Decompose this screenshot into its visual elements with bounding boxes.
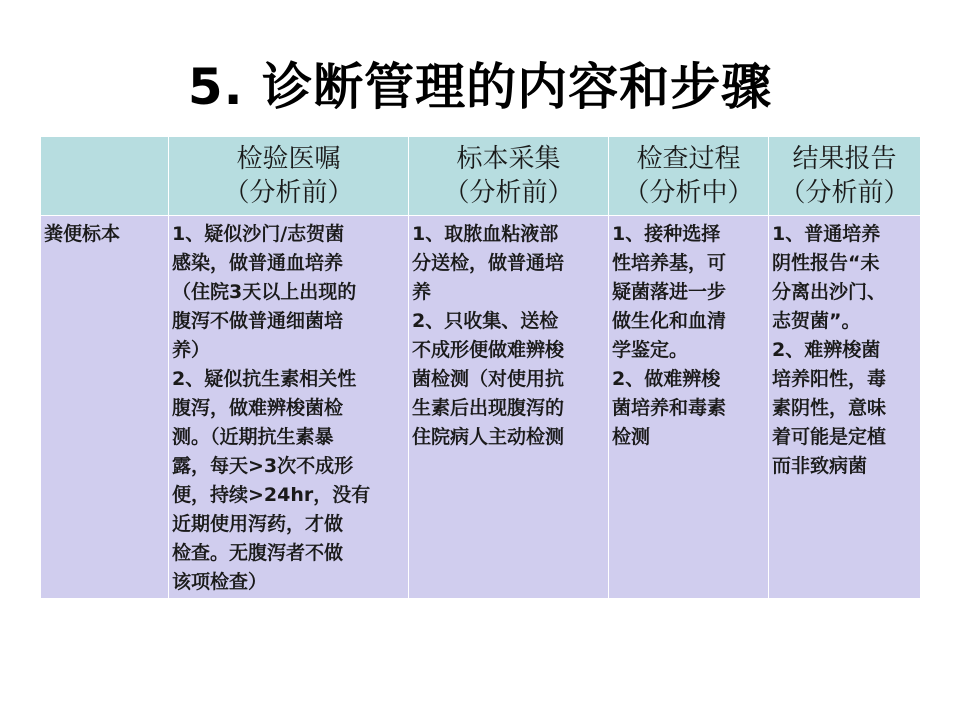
collection-line: 1、取脓血粘液部: [412, 223, 559, 245]
header-line1: 结果报告: [792, 144, 897, 174]
collection-line: 养: [412, 281, 432, 303]
order-line: （住院3天以上出现的: [172, 281, 357, 303]
collection-cell: [409, 216, 609, 599]
report-line: 分离出沙门、: [772, 281, 887, 303]
collection-line: 分送检，做普通培: [412, 252, 565, 274]
report-line: 志贺菌”。: [772, 310, 861, 332]
collection-line: 不成形便做难辨梭: [412, 339, 565, 361]
process-line: 疑菌落进一步: [612, 281, 727, 303]
collection-line: 住院病人主动检测: [412, 426, 565, 448]
report-cell: [769, 216, 921, 599]
order-line: 腹泻不做普通细菌培: [172, 310, 344, 332]
order-line: 便，持续>24hr，没有: [172, 484, 371, 506]
process-line: 性培养基，可: [612, 252, 727, 274]
diagnosis-table: [40, 136, 921, 599]
process-line: 学鉴定。: [612, 339, 689, 361]
collection-line: 2、只收集、送检: [412, 310, 559, 332]
order-line: 露，每天>3次不成形: [172, 455, 354, 477]
order-cell: [169, 216, 409, 599]
order-line: 2、疑似抗生素相关性: [172, 368, 357, 390]
collection-line: 生素后出现腹泻的: [412, 397, 565, 419]
order-line: 近期使用泻药，才做: [172, 513, 344, 535]
report-line: 而非致病菌: [772, 455, 868, 477]
header-line2: （分析中）: [623, 178, 754, 208]
header-cell-process: [609, 137, 769, 216]
header-line2: （分析前）: [779, 178, 910, 208]
report-line: 1、普通培养: [772, 223, 881, 245]
header-line2: （分析前）: [223, 178, 354, 208]
row-label-cell: [41, 216, 169, 599]
row-label: 粪便标本: [44, 223, 121, 245]
table-row: [41, 216, 921, 599]
collection-line: 菌检测（对使用抗: [412, 368, 565, 390]
header-line1: 检验医嘱: [236, 144, 341, 174]
report-line: 阴性报告“未: [772, 252, 880, 274]
order-line: 1、疑似沙门/志贺菌: [172, 223, 345, 245]
header-line2: （分析前）: [443, 178, 574, 208]
header-row: [41, 137, 921, 216]
order-line: 养）: [172, 339, 211, 361]
order-line: 检查。无腹泻者不做: [172, 542, 344, 564]
process-line: 菌培养和毒素: [612, 397, 727, 419]
process-line: 1、接种选择: [612, 223, 721, 245]
report-line: 培养阳性，毒: [772, 368, 887, 390]
report-line: 2、难辨梭菌: [772, 339, 881, 361]
order-line: 腹泻，做难辨梭菌检: [172, 397, 344, 419]
header-line1: 标本采集: [456, 144, 561, 174]
header-cell-empty: [41, 137, 169, 216]
order-line: 感染，做普通血培养: [172, 252, 344, 274]
header-line1: 检查过程: [636, 144, 741, 174]
order-line: 测。（近期抗生素暴: [172, 426, 334, 448]
header-cell-report: [769, 137, 921, 216]
slide-title: 5. 诊断管理的内容和步骤: [187, 58, 773, 116]
process-line: 2、做难辨梭: [612, 368, 721, 390]
header-cell-collection: [409, 137, 609, 216]
header-cell-order: [169, 137, 409, 216]
order-line: 该项检查）: [172, 571, 268, 593]
process-line: 做生化和血清: [612, 310, 727, 332]
process-cell: [609, 216, 769, 599]
process-line: 检测: [612, 426, 651, 448]
report-line: 着可能是定植: [772, 426, 887, 448]
report-line: 素阴性，意味: [772, 397, 887, 419]
